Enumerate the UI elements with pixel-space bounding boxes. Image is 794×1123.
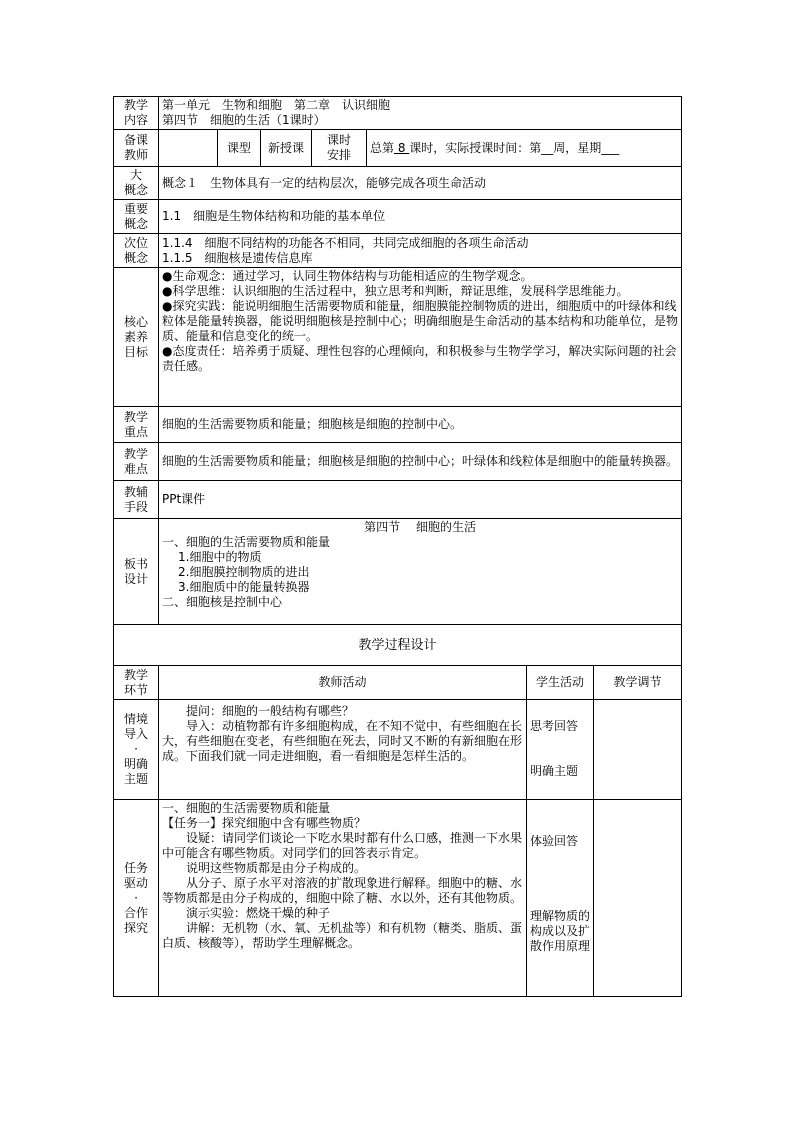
key-point-label: 教学 重点 bbox=[114, 407, 159, 443]
difficulty-label: 教学 难点 bbox=[114, 443, 159, 481]
student-activity-header: 学生活动 bbox=[527, 666, 594, 700]
board-line: 3.细胞质中的能量转换器 bbox=[178, 580, 310, 594]
lesson-type-value: 新授课 bbox=[261, 130, 312, 167]
goal-life-view: ●生命观念：通过学习，认同生物体结构与功能相适应的生物学观念。 bbox=[162, 269, 533, 283]
process-title: 教学过程设计 bbox=[114, 625, 682, 666]
stage-intro-label: 情境 导入 · 明确 主题 bbox=[114, 700, 159, 800]
aids-label: 教辅 手段 bbox=[114, 481, 159, 519]
board-cell bbox=[159, 519, 682, 625]
goal-scientific-thinking: ●科学思维：认识细胞的生活过程中，独立思考和判断，辩证思维，发展科学思维能力。 bbox=[162, 284, 629, 298]
board-line: 一、细胞的生活需要物质和能量 bbox=[162, 535, 331, 549]
core-goals-cell bbox=[159, 268, 682, 407]
key-point-text: 细胞的生活需要物质和能量；细胞核是细胞的控制中心。 bbox=[159, 407, 682, 443]
student-line: 理解物质的构成以及扩散作用原理 bbox=[530, 909, 591, 953]
sub-concept-row bbox=[114, 234, 682, 268]
stage-task-row bbox=[114, 800, 682, 997]
hours-prefix: 总第 bbox=[370, 140, 395, 155]
student-line: 体验回答 bbox=[530, 834, 579, 848]
stage-intro-row bbox=[114, 700, 682, 800]
hours-cell bbox=[367, 130, 682, 167]
content-line-section: 第四节 细胞的生活（1课时） bbox=[162, 113, 326, 127]
teacher-line: 一、细胞的生活需要物质和能量 bbox=[162, 801, 331, 815]
student-line: 明确主题 bbox=[530, 764, 579, 778]
key-point-row bbox=[114, 407, 682, 443]
teacher-label: 备课 教师 bbox=[114, 130, 159, 167]
teacher-line: 演示实验：燃烧干燥的种子 bbox=[186, 906, 331, 920]
hours-number: 8 bbox=[394, 140, 410, 155]
board-line: 1.细胞中的物质 bbox=[178, 550, 262, 564]
stage-task-label: 任务 驱动 · 合作 探究 bbox=[114, 800, 159, 997]
aids-row bbox=[114, 481, 682, 519]
sub-concept-item: 1.1.5 细胞核是遗传信息库 bbox=[162, 250, 313, 265]
stage-task-adjust bbox=[594, 800, 682, 997]
teacher-row bbox=[114, 130, 682, 167]
big-concept-row bbox=[114, 167, 682, 200]
stage-intro-teacher bbox=[159, 700, 527, 800]
goal-attitude: ●态度责任：培养勇于质疑、理性包容的心理倾向，和积极参与生物学学习，解决实际问题的社会责任感。 bbox=[162, 344, 677, 373]
lesson-type-label: 课型 bbox=[218, 130, 261, 167]
process-title-row bbox=[114, 625, 682, 666]
lesson-plan-table bbox=[113, 96, 682, 997]
teacher-line: 导入：动植物都有许多细胞构成，在不知不觉中，有些细胞在长大，有些细胞在变老，有些细胞在死去，同时又不断的有新细胞在形成。下面我们就一同走进细胞，看一看细胞是怎样生活的。 bbox=[162, 719, 523, 763]
task-heading: 【任务一】探究细胞中含有哪些物质？ bbox=[162, 816, 367, 830]
board-title: 第四节 细胞的生活 bbox=[364, 520, 476, 534]
sub-concept-item: 1.1.4 细胞不同结构的功能各不相同，共同完成细胞的各项生命活动 bbox=[162, 235, 529, 250]
content-cell bbox=[159, 97, 682, 130]
teacher-activity-header: 教师活动 bbox=[159, 666, 527, 700]
goal-inquiry-practice: ●探究实践：能说明细胞生活需要物质和能量，细胞膜能控制物质的进出，细胞质中的叶绿体和线粒体是能量转换器，能说明细胞核是控制中心；明确细胞是生命活动的基本结构和功能单位，是物质、能量和信息变化的统一。 bbox=[162, 299, 679, 343]
stage-intro-student bbox=[527, 700, 594, 800]
core-goals-label: 核心 素养 目标 bbox=[114, 268, 159, 407]
big-concept-text: 概念１ 生物体具有一定的结构层次，能够完成各项生命活动 bbox=[159, 167, 682, 200]
stage-header: 教学 环节 bbox=[114, 666, 159, 700]
key-concept-text: 1.1 细胞是生物体结构和功能的基本单位 bbox=[159, 200, 682, 234]
hours-suffix: 课时，实际授课时间：第__周，星期___ bbox=[409, 140, 620, 155]
teacher-line: 说明这些物质都是由分子构成的。 bbox=[186, 861, 367, 875]
key-concept-label: 重要 概念 bbox=[114, 200, 159, 234]
teacher-line: 从分子、原子水平对溶液的扩散现象进行解释。细胞中的糖、水等物质都是由分子构成的，细胞中除了糖、水以外，还有其他物质。 bbox=[162, 876, 523, 905]
stage-intro-adjust bbox=[594, 700, 682, 800]
board-row bbox=[114, 519, 682, 625]
board-line: 二、细胞核是控制中心 bbox=[162, 595, 283, 609]
hours-label: 课时 安排 bbox=[312, 130, 367, 167]
process-header-row bbox=[114, 666, 682, 700]
teacher-line: 提问：细胞的一般结构有哪些？ bbox=[186, 704, 355, 718]
teacher-line: 讲解：无机物（水、氧、无机盐等）和有机物（糖类、脂质、蛋白质、核酸等），帮助学生理解概念。 bbox=[162, 921, 523, 950]
stage-task-student bbox=[527, 800, 594, 997]
difficulty-text: 细胞的生活需要物质和能量；细胞核是细胞的控制中心；叶绿体和线粒体是细胞中的能量转换器。 bbox=[159, 443, 682, 481]
content-line-unit: 第一单元 生物和细胞 第二章 认识细胞 bbox=[162, 98, 391, 112]
difficulty-row bbox=[114, 443, 682, 481]
stage-task-teacher bbox=[159, 800, 527, 997]
teacher-name-cell bbox=[159, 130, 218, 167]
big-concept-label: 大 概念 bbox=[114, 167, 159, 200]
sub-concept-cell bbox=[159, 234, 682, 268]
sub-concept-label: 次位 概念 bbox=[114, 234, 159, 268]
board-label: 板书 设计 bbox=[114, 519, 159, 625]
board-line: 2.细胞膜控制物质的进出 bbox=[178, 565, 310, 579]
teacher-line: 设疑：请同学们谈论一下吃水果时都有什么口感，推测一下水果中可能含有哪些物质。对同学们的回答表示肯定。 bbox=[162, 831, 523, 860]
student-line: 思考回答 bbox=[530, 719, 579, 733]
adjust-header: 教学调节 bbox=[594, 666, 682, 700]
content-row bbox=[114, 97, 682, 130]
aids-text: PPt课件 bbox=[159, 481, 682, 519]
key-concept-row bbox=[114, 200, 682, 234]
core-goals-row bbox=[114, 268, 682, 407]
content-label: 教学 内容 bbox=[114, 97, 159, 130]
